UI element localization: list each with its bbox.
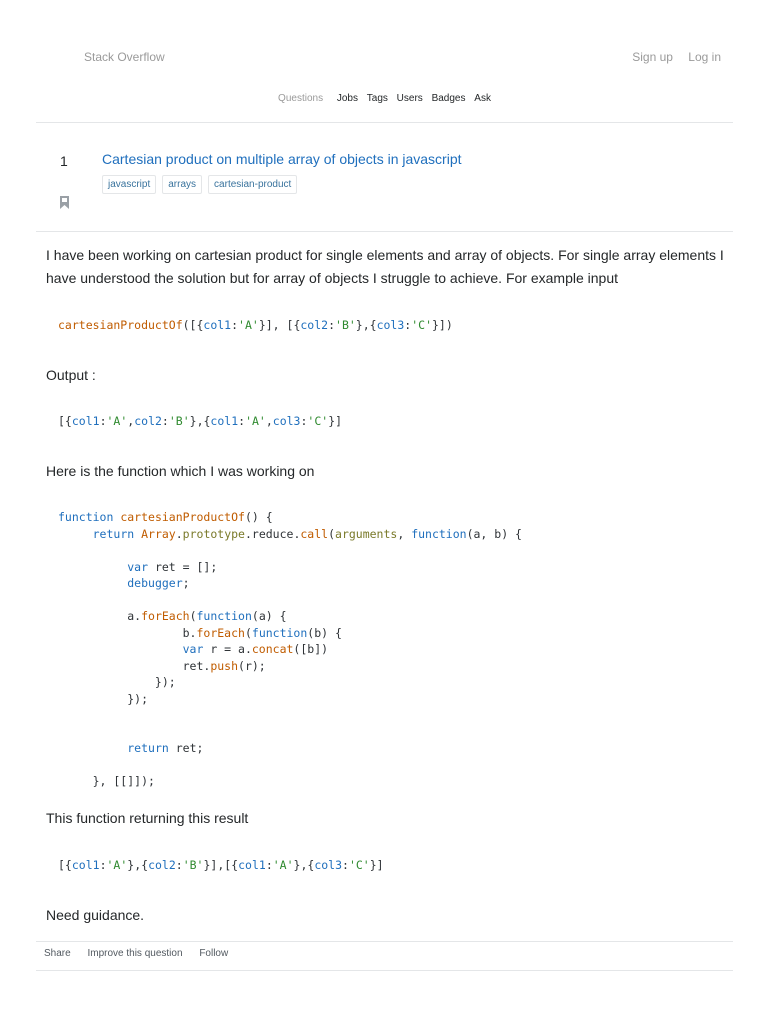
question-paragraph-2: Output :	[46, 367, 96, 383]
nav-questions[interactable]: Questions	[278, 93, 324, 104]
question-title[interactable]: Cartesian product on multiple array of objects in javascript	[102, 151, 462, 167]
nav-badges[interactable]: Badges	[431, 93, 466, 104]
nav-users[interactable]: Users	[396, 93, 423, 104]
follow-link[interactable]: Follow	[199, 948, 229, 959]
auth-links	[620, 50, 721, 64]
tag-arrays[interactable]: arrays	[162, 175, 202, 194]
question-paragraph-1: I have been working on cartesian product for single elements and array of objects. For single array elements I have understood the solution but for array of objects I struggle to achieve. For example input	[46, 247, 724, 286]
tag-javascript[interactable]: javascript	[102, 175, 156, 194]
question-paragraph-3: Here is the function which I was working on	[46, 463, 315, 479]
nav-bar	[36, 82, 733, 123]
post-actions	[44, 948, 242, 959]
divider	[36, 941, 733, 942]
divider	[36, 231, 733, 232]
vote-count: 1	[60, 153, 68, 169]
nav-tags[interactable]: Tags	[366, 93, 388, 104]
share-link[interactable]: Share	[44, 948, 71, 959]
login-link[interactable]: Log in	[688, 50, 721, 64]
signup-link[interactable]: Sign up	[632, 50, 673, 64]
tag-cartesian-product[interactable]: cartesian-product	[208, 175, 297, 194]
question-paragraph-5: Need guidance.	[46, 907, 145, 923]
code-block-output: [{col1:'A',col2:'B'},{col1:'A',col3:'C'}]	[58, 414, 343, 428]
code-block-result: [{col1:'A'},{col2:'B'}],[{col1:'A'},{col3:'C'}]	[58, 858, 384, 872]
question-paragraph-4: This function returning this result	[46, 810, 249, 826]
tag-list	[102, 175, 297, 194]
nav-jobs[interactable]: Jobs	[336, 93, 358, 104]
improve-question-link[interactable]: Improve this question	[87, 948, 183, 959]
code-block-function: function cartesianProductOf() { return Array.prototype.reduce.call(arguments, function(a, b) { var ret = []; debugger; a.forEach(function(a) { b.forEach(function(b) { var r = a.concat([b]) ret.push(r); }); }); return ret; }, [[]]);	[58, 510, 522, 788]
site-title[interactable]: Stack Overflow	[84, 50, 165, 64]
divider	[36, 970, 733, 971]
bookmark-icon[interactable]	[60, 196, 69, 209]
code-block-input: cartesianProductOf([{col1:'A'}], [{col2:'B'},{col3:'C'}])	[58, 318, 453, 332]
nav-ask[interactable]: Ask	[474, 93, 491, 104]
